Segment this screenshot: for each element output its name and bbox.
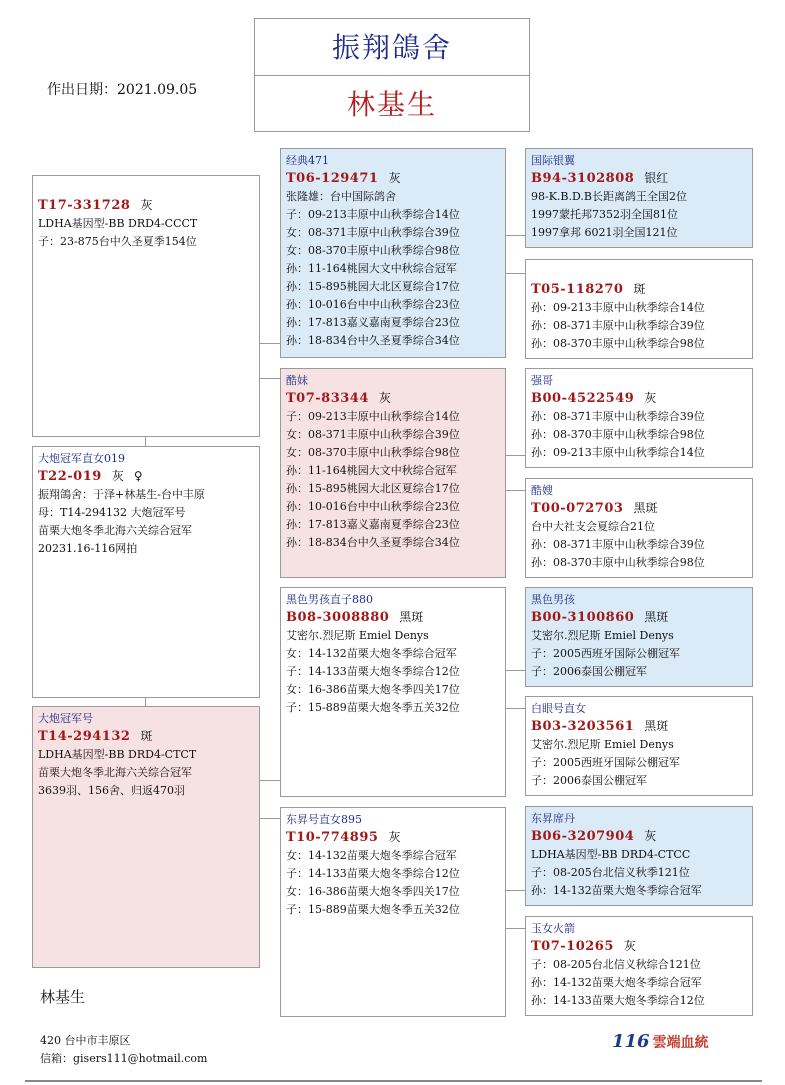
dam-sire-sire-card: [525, 587, 753, 687]
connector: [505, 928, 525, 929]
pigeon-color: 银红: [644, 171, 669, 185]
info-line: 子：14-133苗栗大炮冬季综合12位: [286, 665, 460, 678]
connector: [505, 490, 525, 491]
info-line: 艾密尔.烈尼斯 Emiel Denys: [531, 629, 674, 642]
info-line: 孙：18-834台中久圣夏季综合34位: [286, 536, 460, 549]
pigeon-name: 大炮冠军号: [38, 712, 93, 725]
info-line: 女：08-370丰原中山秋季综合98位: [286, 446, 460, 459]
date-label: 作出日期：2021.09.05: [47, 82, 198, 98]
sire-dam-card: [280, 368, 506, 578]
connector: [505, 670, 525, 671]
info-line: 子：09-213丰原中山秋季综合14位: [286, 208, 460, 221]
info-line: 孙：11-164桃园大文中秋综合冠军: [286, 262, 457, 275]
cloud-pedigree-logo: [612, 1031, 709, 1052]
info-line: 孙：08-370丰原中山秋季综合98位: [531, 428, 705, 441]
info-line: LDHA基因型-BB DRD4-CCCT: [38, 217, 198, 230]
loft-name: 振翔鴿舍: [255, 19, 529, 76]
dam-dam-sire-card: [525, 806, 753, 906]
info-line: 孙：14-132苗栗大炮冬季综合冠军: [531, 976, 702, 989]
connector: [260, 818, 280, 819]
info-line: 孙：14-132苗栗大炮冬季综合冠军: [531, 884, 702, 897]
owner-title: 林基生: [346, 88, 437, 121]
info-line: 孙：17-813嘉义嘉南夏季综合23位: [286, 518, 460, 531]
footer-divider: [25, 1080, 762, 1082]
info-line: 张隆雄：台中国际鸽舍: [286, 190, 396, 203]
pigeon-color: 黑斑: [644, 610, 669, 624]
info-line: 子：08-205台北信义秋综合121位: [531, 958, 701, 971]
info-line: 1997拿邦 6021羽全国121位: [531, 226, 678, 239]
info-line: 台中大社支会夏综合21位: [531, 520, 655, 533]
connector: [260, 780, 280, 781]
pigeon-color: 斑: [140, 729, 153, 743]
info-line: 子：09-213丰原中山秋季综合14位: [286, 410, 460, 423]
pigeon-color: 黑斑: [644, 719, 669, 733]
ring-number: T10-774895: [286, 830, 379, 845]
info-line: 孙：14-133苗栗大炮冬季综合12位: [531, 994, 705, 1007]
main-pigeon-card: [32, 175, 260, 437]
ring-number: T00-072703: [531, 501, 624, 516]
sire-sire-sire-card: [525, 148, 753, 248]
dam-dam-dam-card: [525, 916, 753, 1016]
ring-number: B03-3203561: [531, 719, 635, 734]
ring-number: B06-3207904: [531, 829, 635, 844]
info-line: 孙：08-371丰原中山秋季综合39位: [531, 319, 705, 332]
info-line: 孙：09-213丰原中山秋季综合14位: [531, 301, 705, 314]
info-line: 女：14-132苗栗大炮冬季综合冠军: [286, 849, 457, 862]
connector: [505, 235, 525, 236]
info-line: 女：16-386苗栗大炮冬季四关17位: [286, 885, 460, 898]
dam-sire-dam-card: [525, 696, 753, 796]
footer-email: 信箱：gisers111@hotmail.com: [40, 1052, 208, 1065]
info-line: 孙：08-370丰原中山秋季综合98位: [531, 337, 705, 350]
sire-sire-dam-card: [525, 259, 753, 359]
info-line: 女：08-370丰原中山秋季综合98位: [286, 244, 460, 257]
info-line: 女：08-371丰原中山秋季综合39位: [286, 226, 460, 239]
sire-card: [32, 446, 260, 698]
pigeon-name: 酷嫂: [531, 484, 553, 497]
connector: [145, 698, 146, 706]
ring-number: T07-10265: [531, 939, 614, 954]
pigeon-name: 东昇号直女895: [286, 813, 362, 826]
ring-number: T14-294132: [38, 729, 131, 744]
info-line: 振翔鴿舍：于泽+林基生-台中丰原: [38, 488, 205, 501]
logo-number: 116: [612, 1031, 650, 1052]
pigeon-color: 灰: [388, 830, 401, 844]
info-line: 1997蒙托邦7352羽全国81位: [531, 208, 678, 221]
info-line: 艾密尔.烈尼斯 Emiel Denys: [286, 629, 429, 642]
dam-card: [32, 706, 260, 968]
info-line: 子：2006泰国公棚冠军: [531, 665, 647, 678]
pigeon-name: 黑色男孩: [531, 593, 575, 606]
pigeon-name: 东昇席丹: [531, 812, 575, 825]
connector: [145, 437, 146, 446]
pigeon-color: 灰: [140, 198, 153, 212]
info-line: 子：15-889苗栗大炮冬季五关32位: [286, 903, 460, 916]
info-line: 女：16-386苗栗大炮冬季四关17位: [286, 683, 460, 696]
ring-number: T06-129471: [286, 171, 379, 186]
connector: [505, 273, 525, 274]
info-line: 孙：10-016台中中山秋季综合23位: [286, 298, 460, 311]
info-line: 子：23-875台中久圣夏季154位: [38, 235, 197, 248]
info-line: 孙：11-164桃园大文中秋综合冠军: [286, 464, 457, 477]
info-line: 孙：18-834台中久圣夏季综合34位: [286, 334, 460, 347]
info-line: 20231.16-116网拍: [38, 542, 138, 555]
logo-text: 雲端血統: [652, 1035, 709, 1051]
connector: [505, 890, 525, 891]
connector: [505, 455, 525, 456]
info-line: 孙：15-895桃园大北区夏综合17位: [286, 482, 460, 495]
title-box: [254, 18, 530, 132]
info-line: 孙：17-813嘉义嘉南夏季综合23位: [286, 316, 460, 329]
ring-number: T17-331728: [38, 198, 131, 213]
pigeon-name: 强哥: [531, 374, 553, 387]
info-line: 孙：09-213丰原中山秋季综合14位: [531, 446, 705, 459]
info-line: 苗栗大炮冬季北海六关综合冠军: [38, 766, 192, 779]
info-line: 3639羽、156舍、归返470羽: [38, 784, 185, 797]
pigeon-name: 白眼号直女: [531, 702, 586, 715]
connector: [260, 343, 280, 344]
dam-dam-card: [280, 807, 506, 1017]
info-line: 子：14-133苗栗大炮冬季综合12位: [286, 867, 460, 880]
ring-number: T22-019: [38, 469, 102, 484]
info-line: 苗栗大炮冬季北海六关综合冠军: [38, 524, 192, 537]
info-line: 女：14-132苗栗大炮冬季综合冠军: [286, 647, 457, 660]
pigeon-color: 黑斑: [633, 501, 658, 515]
info-line: 孙：15-895桃园大北区夏综合17位: [286, 280, 460, 293]
pigeon-name: 大炮冠军直女019: [38, 452, 125, 465]
pigeon-color: 灰: [644, 829, 657, 843]
dam-sire-card: [280, 587, 506, 797]
pigeon-color: 灰: [644, 391, 657, 405]
info-line: 母：T14-294132 大炮冠军号: [38, 506, 186, 519]
ring-number: T07-83344: [286, 391, 369, 406]
info-line: LDHA基因型-BB DRD4-CTCT: [38, 748, 197, 761]
connector: [260, 378, 280, 379]
info-line: 孙：10-016台中中山秋季综合23位: [286, 500, 460, 513]
info-line: 孙：08-371丰原中山秋季综合39位: [531, 410, 705, 423]
connector: [505, 708, 525, 709]
info-line: 子：2005西班牙国际公棚冠军: [531, 756, 680, 769]
pigeon-color: 灰: [111, 469, 124, 483]
info-line: 子：2006泰国公棚冠军: [531, 774, 647, 787]
info-line: 子：15-889苗栗大炮冬季五关32位: [286, 701, 460, 714]
sire-sire-card: [280, 148, 506, 358]
ring-number: B08-3008880: [286, 610, 390, 625]
info-line: 子：2005西班牙国际公棚冠军: [531, 647, 680, 660]
pigeon-color: 灰: [378, 391, 391, 405]
pigeon-color: 斑: [633, 282, 646, 296]
info-line: 艾密尔.烈尼斯 Emiel Denys: [531, 738, 674, 751]
sire-dam-dam-card: [525, 478, 753, 578]
ring-number: T05-118270: [531, 282, 624, 297]
ring-number: B00-4522549: [531, 391, 635, 406]
info-line: 98-K.B.D.B长距离鸽王全国2位: [531, 190, 688, 203]
ring-number: B00-3100860: [531, 610, 635, 625]
ring-number: B94-3102808: [531, 171, 635, 186]
pigeon-color: 灰: [388, 171, 401, 185]
info-line: 孙：08-370丰原中山秋季综合98位: [531, 556, 705, 569]
pigeon-name: 国际银翼: [531, 154, 575, 167]
pigeon-name: 黑色男孩直子880: [286, 593, 373, 606]
footer-owner: 林基生: [40, 988, 86, 1006]
info-line: 孙：08-371丰原中山秋季综合39位: [531, 538, 705, 551]
info-line: 女：08-371丰原中山秋季综合39位: [286, 428, 460, 441]
info-line: LDHA基因型-BB DRD4-CTCC: [531, 848, 691, 861]
sex-symbol: ♀: [133, 469, 143, 483]
sire-dam-sire-card: [525, 368, 753, 468]
pigeon-name: 经典471: [286, 154, 329, 167]
info-line: 子：08-205台北信义秋季121位: [531, 866, 690, 879]
pigeon-color: 黑斑: [399, 610, 424, 624]
pigeon-name: 玉女火箭: [531, 922, 575, 935]
pigeon-name: 酷妹: [286, 374, 308, 387]
footer-address: 420 台中市丰原区: [40, 1034, 131, 1047]
pigeon-color: 灰: [623, 939, 636, 953]
